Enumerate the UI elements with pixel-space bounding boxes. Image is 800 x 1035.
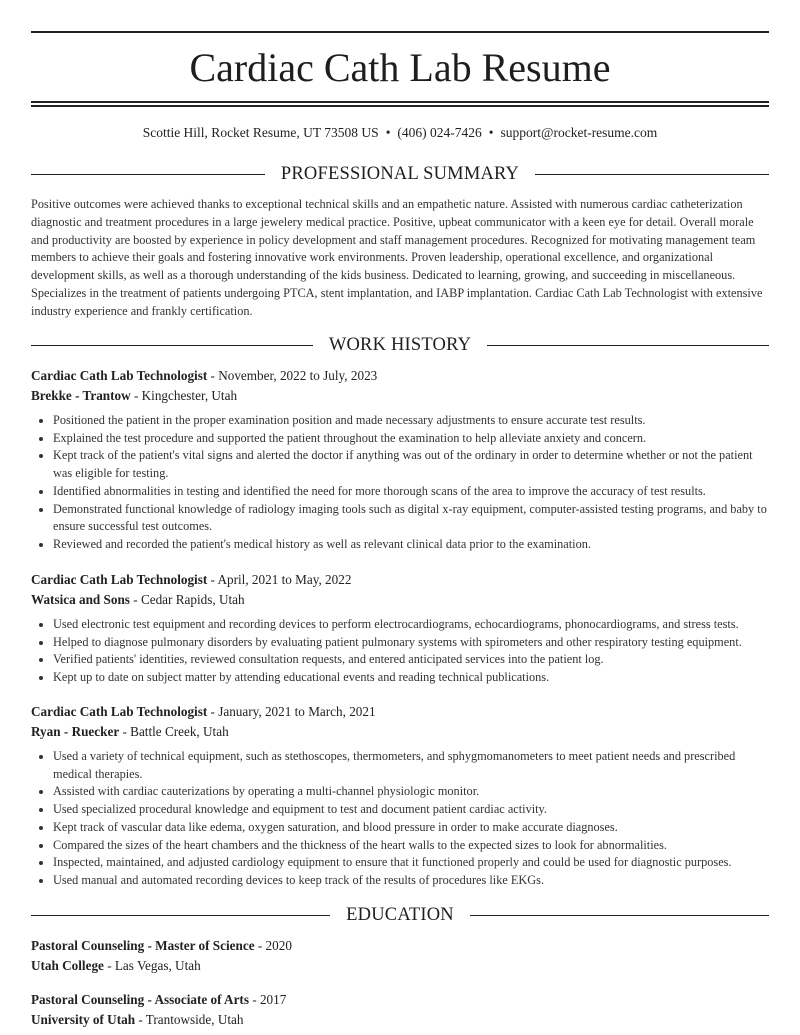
list-item: • Helped to diagnose pulmonary disorders by evaluating patient pulmonary systems with spirometers and other respiratory testing equipment. — [53, 634, 769, 652]
heading-rule — [31, 174, 265, 175]
list-item: • Kept track of the patient's vital signs and alerted the doctor if anything was out of the ordinary in order to determine whether or not the patient was eligible for testing. — [53, 447, 769, 482]
list-item: • Used manual and automated recording devices to keep track of the results of procedures like EKGs. — [53, 872, 769, 890]
job-entry — [31, 702, 769, 890]
job-dates: - November, 2022 to July, 2023 — [207, 368, 378, 383]
job-location: - Cedar Rapids, Utah — [129, 591, 245, 607]
list-item: • Used a variety of technical equipment, such as stethoscopes, thermometers, and sphygmomanometers to meet patient needs and prescribed medical therapies. — [53, 748, 769, 783]
list-item: • Demonstrated functional knowledge of radiology imaging tools such as digital x-ray equipment, computer-assisted testing programs, and baby to ensure successful test outcomes. — [53, 501, 769, 536]
list-item: • Explained the test procedure and supported the patient throughout the examination to help alleviate anxiety and concern. — [53, 430, 769, 448]
list-item: • Assisted with cardiac cauterizations by operating a multi-channel physiologic monitor. — [53, 783, 769, 801]
education-location: - Trantowside, Utah — [135, 1011, 244, 1027]
section-title: WORK HISTORY — [328, 335, 472, 355]
job-entry — [31, 570, 769, 687]
title-rule-lower — [31, 105, 769, 107]
list-item: • Positioned the patient in the proper examination position and made necessary adjustments to ensure accurate test results. — [53, 412, 769, 430]
education-year: - 2017 — [248, 992, 287, 1007]
summary-text: Positive outcomes were achieved thanks to exceptional technical skills and an empathetic nature. Assisted with numerous cardiac catheterization diagnostic and treatment procedures in a large jewelery medical practice. Positive, upbeat communicator with a keen eye for detail. Overall morale and productivity are boosted by experience in policy development and staff management procedures. Recognized for motivating management team members to achieve their goals and fostering innovative work environments. Proven leadership, operational excellence, and organizational development skills, as well as a thorough understanding of the kids business. Dedicated to learning, growing, and succeeding in miscellaneous. Specializes in the treatment of patients undergoing PTCA, stent implantation, and IABP implantation. Cardiac Cath Lab Technologist with extensive industry experience and frankly certification. — [31, 197, 763, 318]
education-location: - Las Vegas, Utah — [103, 957, 201, 973]
job-location: - Battle Creek, Utah — [119, 723, 229, 739]
page-title: Cardiac Cath Lab Resume — [189, 45, 611, 90]
job-location: - Kingchester, Utah — [130, 387, 238, 403]
education-degree-line — [31, 990, 769, 1010]
list-item: • Used electronic test equipment and recording devices to perform electrocardiograms, echocardiograms, phonocardiograms, and stress tests. — [53, 616, 769, 634]
list-item: • Used specialized procedural knowledge and equipment to test and document patient cardiac activity. — [53, 801, 769, 819]
list-item: • Reviewed and recorded the patient's medical history as well as relevant clinical data prior to the examination. — [53, 536, 769, 554]
list-item: • Compared the sizes of the heart chambers and the thickness of the heart walls to the expected sizes to look for abnormalities. — [53, 837, 769, 855]
education-degree: Pastoral Counseling - Associate of Arts — [31, 992, 249, 1007]
contact-phone: (406) 024-7426 — [397, 125, 482, 140]
education-school-line — [31, 956, 769, 976]
list-item: • Inspected, maintained, and adjusted cardiology equipment to ensure that it functioned properly and could be used for diagnostic purposes. — [53, 854, 769, 872]
job-company: Ryan - Ruecker — [31, 723, 120, 739]
education-year: - 2020 — [254, 938, 292, 953]
section-heading-work — [31, 334, 769, 356]
job-company-line — [31, 590, 769, 610]
education-school-line — [31, 1010, 769, 1030]
heading-rule — [470, 915, 769, 916]
section-heading-summary — [31, 163, 769, 185]
list-item: • Kept track of vascular data like edema, oxygen saturation, and blood pressure in order to make accurate diagnoses. — [53, 819, 769, 837]
section-heading-education — [31, 904, 769, 926]
contact-separator: • — [488, 125, 494, 140]
job-bullets — [31, 748, 769, 890]
top-rule — [31, 31, 769, 33]
job-title: Cardiac Cath Lab Technologist — [31, 572, 208, 587]
job-title-line — [31, 570, 769, 590]
job-company-line — [31, 722, 769, 742]
job-title: Cardiac Cath Lab Technologist — [31, 704, 208, 719]
list-item: • Kept up to date on subject matter by attending educational events and reading technical publications. — [53, 669, 769, 687]
contact-email: support@rocket-resume.com — [500, 125, 658, 140]
section-title: PROFESSIONAL SUMMARY — [280, 164, 520, 184]
contact-address: Scottie Hill, Rocket Resume, UT 73508 US — [142, 125, 379, 140]
heading-rule — [31, 345, 313, 346]
job-title-line — [31, 702, 769, 722]
section-title: EDUCATION — [346, 905, 454, 925]
contact-line — [31, 124, 769, 142]
education-entry — [31, 990, 769, 1029]
heading-rule — [31, 915, 330, 916]
job-company: Brekke - Trantow — [31, 387, 131, 403]
job-dates: - January, 2021 to March, 2021 — [207, 704, 376, 719]
job-title: Cardiac Cath Lab Technologist — [31, 368, 208, 383]
job-bullets — [31, 616, 769, 687]
heading-rule — [535, 174, 769, 175]
job-company: Watsica and Sons — [31, 591, 130, 607]
contact-separator: • — [385, 125, 391, 140]
education-entry — [31, 936, 769, 975]
education-degree: Pastoral Counseling - Master of Science — [31, 938, 255, 953]
job-dates: - April, 2021 to May, 2022 — [207, 572, 352, 587]
job-entry — [31, 366, 769, 554]
job-title-line — [31, 366, 769, 386]
heading-rule — [487, 345, 769, 346]
education-degree-line — [31, 936, 769, 956]
job-bullets — [31, 412, 769, 554]
list-item: • Verified patients' identities, reviewed consultation requests, and entered anticipated services into the patient log. — [53, 651, 769, 669]
title-rule-upper — [31, 101, 769, 103]
education-school: University of Utah — [31, 1011, 136, 1027]
job-company-line — [31, 386, 769, 406]
education-school: Utah College — [31, 957, 104, 973]
list-item: • Identified abnormalities in testing and identified the need for more thorough scans of the area to improve the accuracy of test results. — [53, 483, 769, 501]
